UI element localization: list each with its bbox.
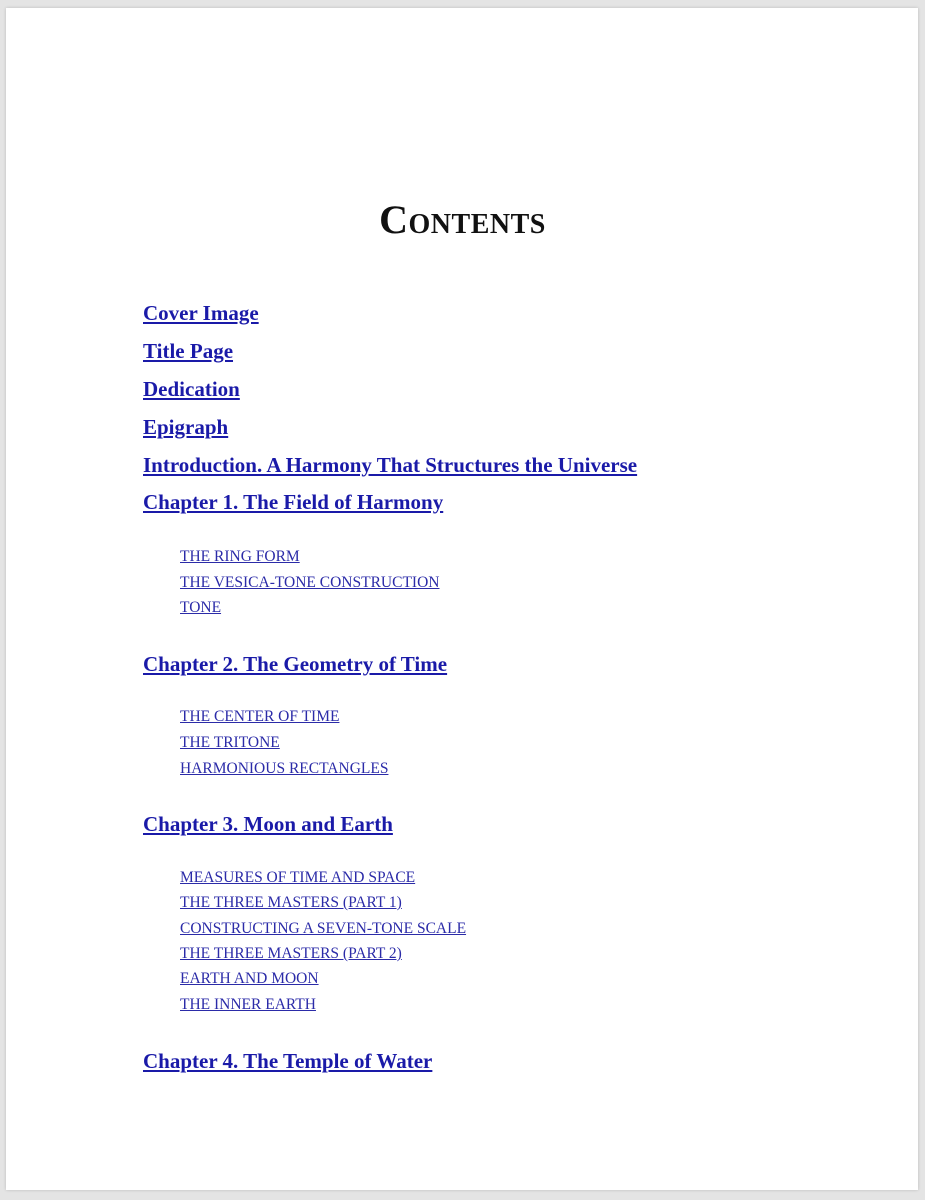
toc-subentry xyxy=(180,944,402,964)
toc-subentry xyxy=(180,707,339,727)
toc-subentry xyxy=(180,919,466,939)
toc-subentry xyxy=(180,969,319,989)
toc-entry-chapter-2 xyxy=(143,651,447,677)
toc-subentry xyxy=(180,759,388,779)
toc-entry-introduction xyxy=(143,452,637,478)
toc-link-tone[interactable]: TONE xyxy=(180,599,222,616)
toc-entry-chapter-1 xyxy=(143,489,443,515)
toc-link-the-ring-form[interactable]: THE RING FORM xyxy=(180,548,300,565)
toc-link-harmonious-rectangles[interactable]: HARMONIOUS RECTANGLES xyxy=(180,760,389,777)
toc-link-chapter-1[interactable]: Chapter 1. The Field of Harmony xyxy=(143,490,444,514)
toc-subentry xyxy=(180,868,415,888)
toc-link-the-tritone[interactable]: THE TRITONE xyxy=(180,734,280,751)
toc-entry-epigraph xyxy=(143,414,228,440)
toc-link-cover-image[interactable]: Cover Image xyxy=(143,301,259,325)
toc-subentry xyxy=(180,995,316,1015)
document-page xyxy=(6,8,918,1190)
toc-link-chapter-4[interactable]: Chapter 4. The Temple of Water xyxy=(143,1049,433,1073)
toc-link-center-of-time[interactable]: THE CENTER OF TIME xyxy=(180,708,340,725)
toc-link-title-page[interactable]: Title Page xyxy=(143,339,234,363)
toc-entry-chapter-4 xyxy=(143,1048,432,1074)
toc-link-chapter-3[interactable]: Chapter 3. Moon and Earth xyxy=(143,812,393,836)
toc-entry-cover-image xyxy=(143,300,259,326)
toc-link-the-inner-earth[interactable]: THE INNER EARTH xyxy=(180,996,316,1013)
toc-link-earth-and-moon[interactable]: EARTH AND MOON xyxy=(180,970,319,987)
toc-link-vesica-tone-construction[interactable]: THE VESICA-TONE CONSTRUCTION xyxy=(180,574,440,591)
toc-entry-dedication xyxy=(143,376,240,402)
toc-link-chapter-2[interactable]: Chapter 2. The Geometry of Time xyxy=(143,652,448,676)
toc-subentry xyxy=(180,733,280,753)
toc-subentry xyxy=(180,573,439,593)
toc-link-dedication[interactable]: Dedication xyxy=(143,377,240,401)
toc-subentry xyxy=(180,598,221,618)
toc-entry-chapter-3 xyxy=(143,811,393,837)
toc-link-constructing-seven-tone-scale[interactable]: CONSTRUCTING A SEVEN-TONE SCALE xyxy=(180,920,467,937)
toc-link-measures-of-time-and-space[interactable]: MEASURES OF TIME AND SPACE xyxy=(180,869,416,886)
toc-link-three-masters-part-1[interactable]: THE THREE MASTERS (PART 1) xyxy=(180,894,402,911)
toc-entry-title-page xyxy=(143,338,233,364)
page-title: Contents xyxy=(379,197,546,242)
toc-subentry xyxy=(180,893,402,913)
toc-link-three-masters-part-2[interactable]: THE THREE MASTERS (PART 2) xyxy=(180,945,402,962)
toc-link-epigraph[interactable]: Epigraph xyxy=(143,415,229,439)
toc-subentry xyxy=(180,547,300,567)
toc-link-introduction[interactable]: Introduction. A Harmony That Structures the Universe xyxy=(143,453,638,477)
